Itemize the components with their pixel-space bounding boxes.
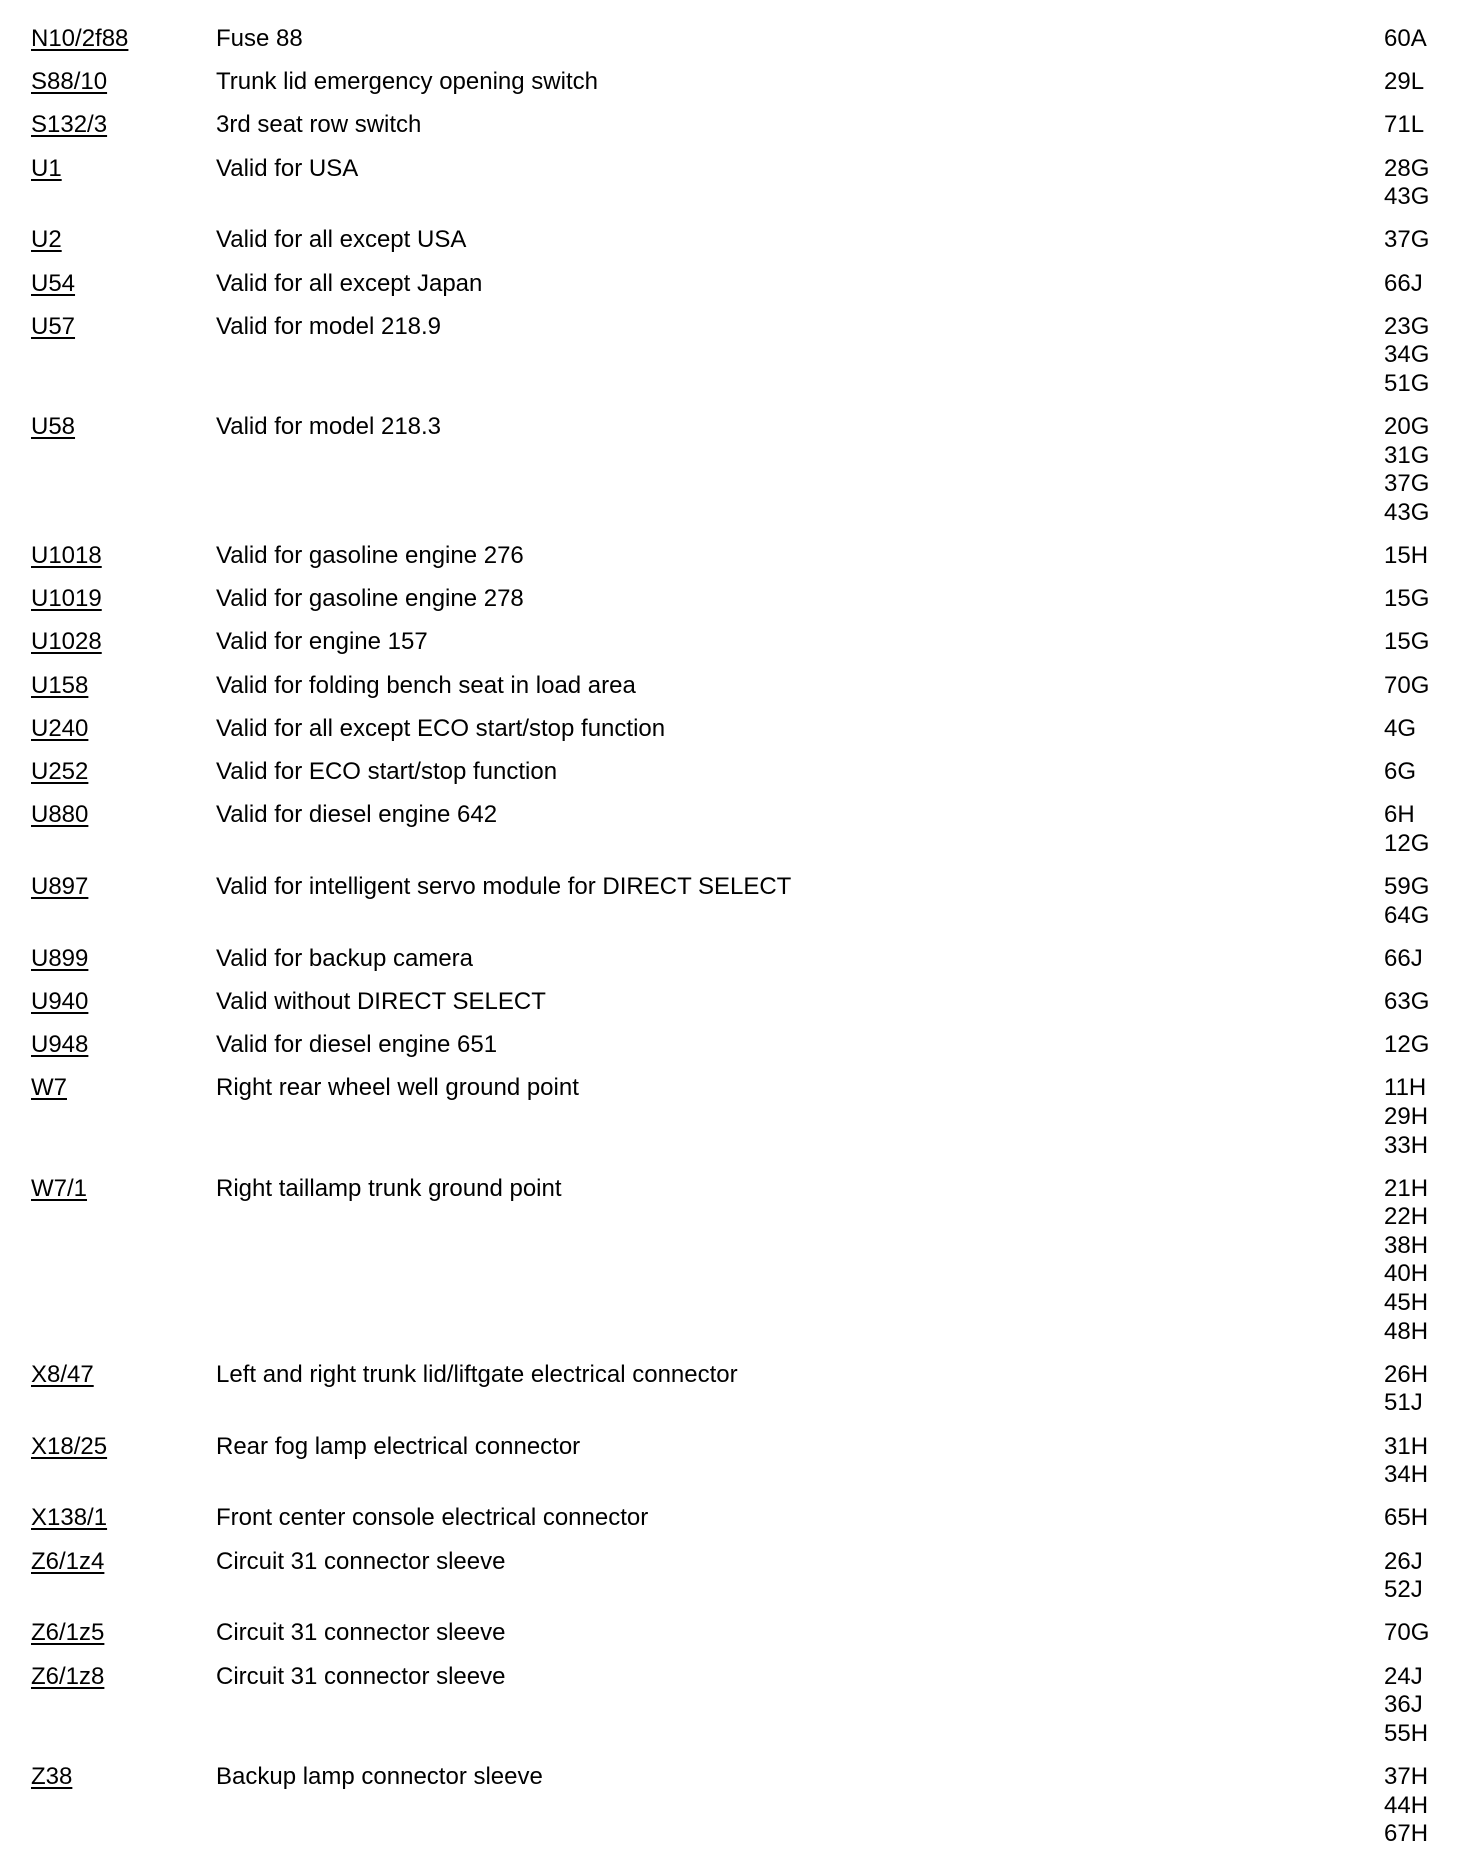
grid-location: 11H xyxy=(1384,1074,1427,1102)
component-code-link[interactable]: W7/1 xyxy=(31,1174,88,1202)
row-gap xyxy=(31,1648,1441,1663)
component-description: Valid for model 218.3 xyxy=(216,413,442,441)
row-gap xyxy=(31,298,1441,313)
component-code-link[interactable]: U252 xyxy=(31,758,89,785)
legend-row xyxy=(31,542,1441,571)
grid-location: 48H xyxy=(1384,1317,1429,1345)
row-gap xyxy=(31,1533,1441,1548)
component-legend-list xyxy=(31,25,1441,1849)
component-code-link[interactable]: U899 xyxy=(31,944,89,972)
row-gap xyxy=(31,657,1441,672)
component-code-link[interactable]: X138/1 xyxy=(31,1504,108,1532)
component-description: Valid for diesel engine 651 xyxy=(216,1031,498,1059)
component-description: Valid for engine 157 xyxy=(216,628,428,656)
grid-locations xyxy=(1384,1763,1441,1849)
grid-location: 12G xyxy=(1384,829,1430,857)
row-gap xyxy=(31,930,1441,945)
row-gap xyxy=(31,54,1441,69)
grid-location: 26H xyxy=(1384,1360,1429,1388)
component-description: Circuit 31 connector sleeve xyxy=(216,1619,506,1647)
legend-row xyxy=(31,413,1441,527)
component-description: Valid for model 218.9 xyxy=(216,312,442,340)
component-description: 3rd seat row switch xyxy=(216,111,422,139)
row-gap xyxy=(31,1017,1441,1032)
grid-locations xyxy=(1384,1361,1441,1418)
row-gap xyxy=(31,399,1441,414)
grid-location: 34H xyxy=(1384,1461,1429,1489)
grid-location: 6H xyxy=(1384,801,1415,829)
component-code-link[interactable]: U158 xyxy=(31,671,89,699)
grid-location: 45H xyxy=(1384,1289,1429,1317)
grid-locations xyxy=(1384,313,1441,399)
grid-location: 6G xyxy=(1384,758,1417,785)
row-gap xyxy=(31,571,1441,586)
grid-locations xyxy=(1384,585,1441,614)
component-description: Valid for intelligent servo module for DIRECT SELECT xyxy=(216,872,792,900)
component-description: Valid without DIRECT SELECT xyxy=(216,987,546,1015)
grid-location: 34G xyxy=(1384,341,1430,369)
grid-location: 38H xyxy=(1384,1231,1429,1259)
grid-locations xyxy=(1384,68,1441,97)
grid-location: 22H xyxy=(1384,1203,1429,1231)
row-gap xyxy=(31,1605,1441,1620)
grid-location: 70G xyxy=(1384,1619,1430,1647)
row-gap xyxy=(31,1490,1441,1505)
grid-locations xyxy=(1384,155,1441,212)
legend-row xyxy=(31,25,1441,54)
grid-location: 15G xyxy=(1384,585,1430,613)
component-description: Valid for all except USA xyxy=(216,226,467,254)
row-gap xyxy=(31,787,1441,802)
row-gap xyxy=(31,1346,1441,1361)
legend-row xyxy=(31,1361,1441,1418)
grid-location: 33H xyxy=(1384,1131,1429,1159)
grid-locations xyxy=(1384,758,1441,787)
row-gap xyxy=(31,858,1441,873)
component-description: Valid for ECO start/stop function xyxy=(216,758,558,785)
row-gap xyxy=(31,1160,1441,1175)
legend-row xyxy=(31,758,1441,787)
component-code-link[interactable]: U1028 xyxy=(31,628,102,656)
legend-row xyxy=(31,1433,1441,1490)
grid-locations xyxy=(1384,270,1441,299)
legend-row xyxy=(31,155,1441,212)
component-code-link[interactable]: U940 xyxy=(31,987,89,1015)
grid-locations xyxy=(1384,542,1441,571)
component-code-link[interactable]: U58 xyxy=(31,413,76,441)
component-code-link[interactable]: U54 xyxy=(31,269,76,297)
row-gap xyxy=(31,1748,1441,1763)
grid-locations xyxy=(1384,1433,1441,1490)
grid-locations xyxy=(1384,226,1441,255)
legend-row xyxy=(31,873,1441,930)
grid-location: 70G xyxy=(1384,671,1430,699)
component-description: Valid for gasoline engine 276 xyxy=(216,542,524,570)
component-code-link[interactable]: U880 xyxy=(31,801,89,829)
component-code-link[interactable]: Z6/1z8 xyxy=(31,1662,105,1690)
legend-row xyxy=(31,715,1441,744)
component-description: Fuse 88 xyxy=(216,25,303,52)
component-description: Trunk lid emergency opening switch xyxy=(216,68,598,96)
legend-row xyxy=(31,1763,1441,1849)
legend-row xyxy=(31,945,1441,974)
row-gap xyxy=(31,212,1441,227)
legend-row xyxy=(31,1548,1441,1605)
grid-location: 44H xyxy=(1384,1791,1429,1819)
legend-row xyxy=(31,1663,1441,1749)
grid-location: 65H xyxy=(1384,1504,1429,1532)
legend-row xyxy=(31,1031,1441,1060)
grid-location: 31G xyxy=(1384,441,1430,469)
legend-row xyxy=(31,68,1441,97)
component-code-link[interactable]: W7 xyxy=(31,1074,67,1102)
legend-row xyxy=(31,270,1441,299)
grid-location: 59G xyxy=(1384,872,1430,900)
grid-location: 12G xyxy=(1384,1031,1430,1059)
grid-location: 36J xyxy=(1384,1691,1423,1719)
component-code-link[interactable]: U1018 xyxy=(31,542,102,570)
grid-location: 37G xyxy=(1384,470,1430,498)
grid-location: 4G xyxy=(1384,714,1417,742)
component-description: Left and right trunk lid/liftgate electrical connector xyxy=(216,1360,738,1388)
legend-row xyxy=(31,585,1441,614)
legend-row xyxy=(31,801,1441,858)
component-code-link[interactable]: Z6/1z4 xyxy=(31,1547,105,1575)
row-gap xyxy=(31,700,1441,715)
grid-location: 37G xyxy=(1384,226,1430,254)
grid-locations xyxy=(1384,1548,1441,1605)
grid-location: 52J xyxy=(1384,1576,1423,1604)
component-code-link[interactable]: U897 xyxy=(31,872,89,900)
component-code-link[interactable]: S132/3 xyxy=(31,111,108,139)
grid-location: 67H xyxy=(1384,1820,1429,1848)
grid-locations xyxy=(1384,672,1441,701)
component-description: Valid for backup camera xyxy=(216,944,474,972)
grid-locations xyxy=(1384,715,1441,744)
grid-locations xyxy=(1384,1031,1441,1060)
grid-location: 24J xyxy=(1384,1662,1423,1690)
grid-location: 15H xyxy=(1384,542,1429,570)
grid-location: 40H xyxy=(1384,1260,1429,1288)
grid-location: 21H xyxy=(1384,1174,1429,1202)
component-description: Valid for all except ECO start/stop function xyxy=(216,714,666,742)
component-description: Valid for all except Japan xyxy=(216,269,483,297)
grid-location: 31H xyxy=(1384,1432,1429,1460)
grid-locations xyxy=(1384,111,1441,140)
grid-locations xyxy=(1384,1663,1441,1749)
component-code-link[interactable]: X18/25 xyxy=(31,1432,108,1460)
row-gap xyxy=(31,614,1441,629)
component-description: Front center console electrical connector xyxy=(216,1504,649,1532)
legend-row xyxy=(31,1504,1441,1533)
component-description: Rear fog lamp electrical connector xyxy=(216,1432,581,1460)
grid-locations xyxy=(1384,413,1441,527)
legend-row xyxy=(31,111,1441,140)
grid-location: 60A xyxy=(1384,25,1427,52)
grid-location: 29H xyxy=(1384,1102,1429,1130)
grid-locations xyxy=(1384,1074,1441,1160)
component-description: Valid for diesel engine 642 xyxy=(216,801,498,829)
component-code-link[interactable]: U240 xyxy=(31,714,89,742)
row-gap xyxy=(31,255,1441,270)
component-code-link[interactable]: U1019 xyxy=(31,585,102,613)
grid-location: 15G xyxy=(1384,628,1430,656)
grid-location: 23G xyxy=(1384,312,1430,340)
grid-location: 43G xyxy=(1384,183,1430,211)
grid-location: 26J xyxy=(1384,1547,1423,1575)
component-description: Right rear wheel well ground point xyxy=(216,1074,579,1102)
grid-location: 51J xyxy=(1384,1389,1423,1417)
grid-location: 71L xyxy=(1384,111,1425,139)
grid-locations xyxy=(1384,988,1441,1017)
legend-row xyxy=(31,1619,1441,1648)
row-gap xyxy=(31,1418,1441,1433)
grid-location: 66J xyxy=(1384,944,1423,972)
legend-row xyxy=(31,313,1441,399)
grid-location: 64G xyxy=(1384,901,1430,929)
row-gap xyxy=(31,743,1441,758)
grid-location: 29L xyxy=(1384,68,1425,96)
grid-locations xyxy=(1384,945,1441,974)
grid-locations xyxy=(1384,25,1441,54)
grid-location: 55H xyxy=(1384,1719,1429,1747)
grid-location: 28G xyxy=(1384,154,1430,182)
grid-location: 37H xyxy=(1384,1762,1429,1790)
component-description: Valid for USA xyxy=(216,154,359,182)
grid-locations xyxy=(1384,1619,1441,1648)
legend-row xyxy=(31,1175,1441,1347)
row-gap xyxy=(31,140,1441,155)
legend-row xyxy=(31,672,1441,701)
grid-location: 43G xyxy=(1384,498,1430,526)
component-code-link[interactable]: U57 xyxy=(31,312,76,340)
grid-locations xyxy=(1384,801,1441,858)
component-code-link[interactable]: Z6/1z5 xyxy=(31,1619,105,1647)
component-code-link[interactable]: X8/47 xyxy=(31,1360,94,1388)
grid-locations xyxy=(1384,628,1441,657)
component-description: Circuit 31 connector sleeve xyxy=(216,1547,506,1575)
row-gap xyxy=(31,97,1441,112)
component-description: Right taillamp trunk ground point xyxy=(216,1174,562,1202)
component-code-link[interactable]: U1 xyxy=(31,154,62,182)
legend-row xyxy=(31,988,1441,1017)
component-code-link[interactable]: N10/2f88 xyxy=(31,25,129,52)
component-description: Valid for gasoline engine 278 xyxy=(216,585,524,613)
component-description: Backup lamp connector sleeve xyxy=(216,1762,543,1790)
component-description: Valid for folding bench seat in load area xyxy=(216,671,636,699)
grid-locations xyxy=(1384,873,1441,930)
row-gap xyxy=(31,1060,1441,1075)
grid-locations xyxy=(1384,1504,1441,1533)
component-code-link[interactable]: U948 xyxy=(31,1031,89,1059)
legend-row xyxy=(31,628,1441,657)
grid-location: 20G xyxy=(1384,413,1430,441)
grid-location: 63G xyxy=(1384,987,1430,1015)
component-code-link[interactable]: S88/10 xyxy=(31,68,108,96)
grid-location: 51G xyxy=(1384,369,1430,397)
component-description: Circuit 31 connector sleeve xyxy=(216,1662,506,1690)
row-gap xyxy=(31,973,1441,988)
row-gap xyxy=(31,527,1441,542)
component-code-link[interactable]: Z38 xyxy=(31,1762,73,1790)
grid-location: 66J xyxy=(1384,269,1423,297)
legend-row xyxy=(31,1074,1441,1160)
grid-locations xyxy=(1384,1175,1441,1347)
component-code-link[interactable]: U2 xyxy=(31,226,62,254)
legend-row xyxy=(31,226,1441,255)
